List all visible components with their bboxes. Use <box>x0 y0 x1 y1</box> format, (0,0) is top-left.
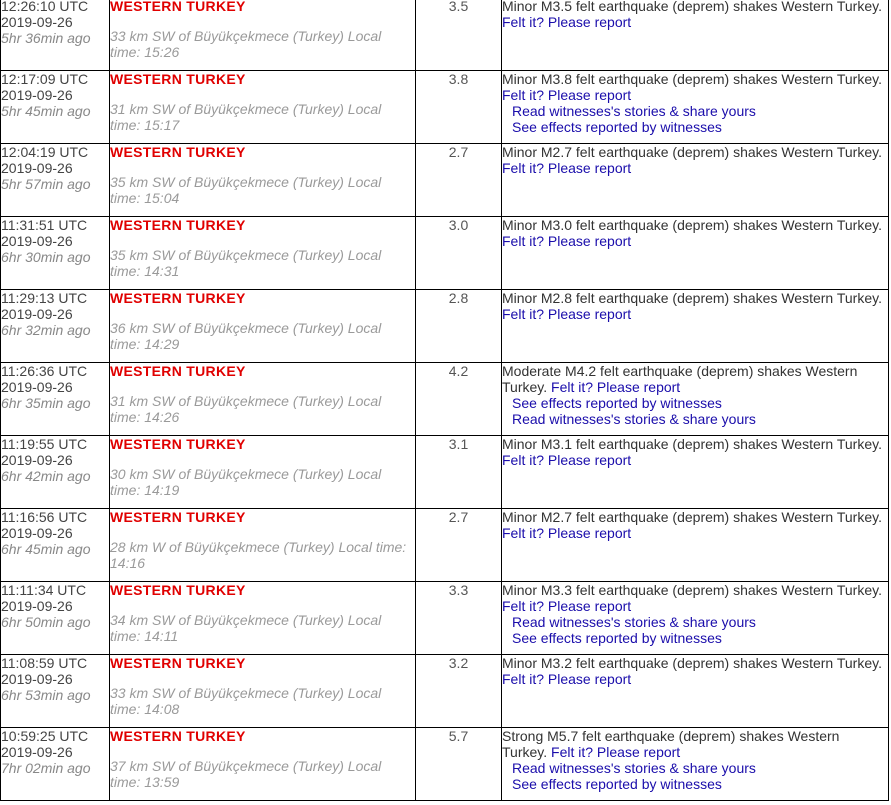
felt-it-link[interactable]: Felt it? Please report <box>502 452 632 468</box>
magnitude: 3.1 <box>416 436 502 509</box>
region-cell <box>110 582 416 655</box>
location-description: 34 km SW of Büyükçekmece (Turkey) Local time: 14:11 <box>110 612 382 644</box>
felt-it-link[interactable]: Felt it? Please report <box>502 87 632 103</box>
see-effects-link[interactable]: See effects reported by witnesses <box>512 119 722 135</box>
utc-time: 12:17:09 UTC <box>1 71 89 87</box>
time-cell <box>1 728 110 801</box>
region-name[interactable]: WESTERN TURKEY <box>110 728 246 744</box>
region-cell <box>110 290 416 363</box>
event-date: 2019-09-26 <box>1 598 73 614</box>
magnitude: 5.7 <box>416 728 502 801</box>
region-name[interactable]: WESTERN TURKEY <box>110 436 246 452</box>
table-row <box>1 71 889 144</box>
location-description: 36 km SW of Büyükçekmece (Turkey) Local time: 14:29 <box>110 320 382 352</box>
earthquake-table-body <box>1 0 889 801</box>
quake-description: Minor M3.3 felt earthquake (deprem) shakes Western Turkey. <box>502 582 882 598</box>
witness-links <box>502 760 888 792</box>
time-ago: 6hr 50min ago <box>1 614 91 630</box>
felt-it-link[interactable]: Felt it? Please report <box>502 598 632 614</box>
felt-it-link[interactable]: Felt it? Please report <box>502 233 632 249</box>
description-cell <box>502 0 889 71</box>
witness-links <box>502 614 888 646</box>
time-ago: 6hr 45min ago <box>1 541 91 557</box>
event-date: 2019-09-26 <box>1 306 73 322</box>
location-description: 37 km SW of Büyükçekmece (Turkey) Local time: 13:59 <box>110 758 382 790</box>
time-ago: 5hr 57min ago <box>1 176 91 192</box>
magnitude: 2.8 <box>416 290 502 363</box>
description-cell <box>502 71 889 144</box>
table-row <box>1 728 889 801</box>
time-cell <box>1 144 110 217</box>
quake-description: Minor M3.0 felt earthquake (deprem) shakes Western Turkey. <box>502 217 882 233</box>
event-date: 2019-09-26 <box>1 525 73 541</box>
utc-time: 11:16:56 UTC <box>1 509 88 525</box>
utc-time: 11:31:51 UTC <box>1 217 88 233</box>
event-date: 2019-09-26 <box>1 14 73 30</box>
see-effects-link[interactable]: See effects reported by witnesses <box>512 776 722 792</box>
felt-it-link[interactable]: Felt it? Please report <box>551 744 681 760</box>
utc-time: 12:26:10 UTC <box>1 0 89 14</box>
quake-description: Minor M3.2 felt earthquake (deprem) shakes Western Turkey. <box>502 655 882 671</box>
utc-time: 11:29:13 UTC <box>1 290 88 306</box>
time-ago: 5hr 36min ago <box>1 30 91 46</box>
felt-it-link[interactable]: Felt it? Please report <box>502 306 632 322</box>
region-name[interactable]: WESTERN TURKEY <box>110 655 246 671</box>
time-cell <box>1 290 110 363</box>
description-cell <box>502 144 889 217</box>
magnitude: 3.5 <box>416 0 502 71</box>
region-cell <box>110 144 416 217</box>
table-row <box>1 363 889 436</box>
time-ago: 6hr 53min ago <box>1 687 91 703</box>
time-ago: 6hr 35min ago <box>1 395 91 411</box>
description-cell <box>502 509 889 582</box>
utc-time: 11:11:34 UTC <box>1 582 87 598</box>
region-name[interactable]: WESTERN TURKEY <box>110 582 246 598</box>
region-name[interactable]: WESTERN TURKEY <box>110 363 246 379</box>
witness-links <box>502 395 888 427</box>
region-cell <box>110 509 416 582</box>
magnitude: 3.0 <box>416 217 502 290</box>
description-cell <box>502 290 889 363</box>
region-name[interactable]: WESTERN TURKEY <box>110 0 246 14</box>
time-cell <box>1 436 110 509</box>
description-cell <box>502 728 889 801</box>
read-stories-link[interactable]: Read witnesses's stories & share yours <box>512 760 756 776</box>
table-row <box>1 436 889 509</box>
time-cell <box>1 509 110 582</box>
time-ago: 6hr 30min ago <box>1 249 91 265</box>
see-effects-link[interactable]: See effects reported by witnesses <box>512 395 722 411</box>
table-row <box>1 509 889 582</box>
quake-description: Minor M2.7 felt earthquake (deprem) shakes Western Turkey. <box>502 144 882 160</box>
location-description: 35 km SW of Büyükçekmece (Turkey) Local time: 15:04 <box>110 174 382 206</box>
read-stories-link[interactable]: Read witnesses's stories & share yours <box>512 103 756 119</box>
region-cell <box>110 363 416 436</box>
time-cell <box>1 217 110 290</box>
quake-description: Minor M3.8 felt earthquake (deprem) shakes Western Turkey. <box>502 71 882 87</box>
description-cell <box>502 582 889 655</box>
time-cell <box>1 71 110 144</box>
utc-time: 11:19:55 UTC <box>1 436 88 452</box>
location-description: 31 km SW of Büyükçekmece (Turkey) Local time: 15:17 <box>110 101 382 133</box>
table-row <box>1 144 889 217</box>
magnitude: 3.8 <box>416 71 502 144</box>
time-ago: 6hr 42min ago <box>1 468 91 484</box>
event-date: 2019-09-26 <box>1 233 73 249</box>
description-cell <box>502 655 889 728</box>
event-date: 2019-09-26 <box>1 671 73 687</box>
magnitude: 2.7 <box>416 509 502 582</box>
event-date: 2019-09-26 <box>1 379 73 395</box>
magnitude: 3.3 <box>416 582 502 655</box>
location-description: 33 km SW of Büyükçekmece (Turkey) Local time: 14:08 <box>110 685 382 717</box>
utc-time: 11:08:59 UTC <box>1 655 88 671</box>
region-cell <box>110 217 416 290</box>
see-effects-link[interactable]: See effects reported by witnesses <box>512 630 722 646</box>
description-cell <box>502 363 889 436</box>
region-cell <box>110 728 416 801</box>
utc-time: 11:26:36 UTC <box>1 363 88 379</box>
felt-it-link[interactable]: Felt it? Please report <box>551 379 681 395</box>
felt-it-link[interactable]: Felt it? Please report <box>502 525 632 541</box>
location-description: 35 km SW of Büyükçekmece (Turkey) Local time: 14:31 <box>110 247 382 279</box>
event-date: 2019-09-26 <box>1 744 73 760</box>
quake-description: Minor M2.8 felt earthquake (deprem) shakes Western Turkey. <box>502 290 882 306</box>
felt-it-link[interactable]: Felt it? Please report <box>502 160 632 176</box>
quake-description: Minor M3.5 felt earthquake (deprem) shakes Western Turkey. <box>502 0 882 14</box>
region-cell <box>110 71 416 144</box>
time-cell <box>1 363 110 436</box>
utc-time: 12:04:19 UTC <box>1 144 89 160</box>
table-row <box>1 217 889 290</box>
time-cell <box>1 0 110 71</box>
event-date: 2019-09-26 <box>1 87 73 103</box>
quake-description: Moderate M4.2 felt earthquake (deprem) shakes Western Turkey. <box>502 363 858 395</box>
time-ago: 5hr 45min ago <box>1 103 91 119</box>
table-row <box>1 290 889 363</box>
magnitude: 3.2 <box>416 655 502 728</box>
utc-time: 10:59:25 UTC <box>1 728 89 744</box>
description-cell <box>502 217 889 290</box>
quake-description: Minor M2.7 felt earthquake (deprem) shakes Western Turkey. <box>502 509 882 525</box>
felt-it-link[interactable]: Felt it? Please report <box>502 14 632 30</box>
location-description: 33 km SW of Büyükçekmece (Turkey) Local time: 15:26 <box>110 28 382 60</box>
table-row <box>1 0 889 71</box>
table-row <box>1 655 889 728</box>
time-ago: 7hr 02min ago <box>1 760 91 776</box>
region-name[interactable]: WESTERN TURKEY <box>110 509 246 525</box>
location-description: 28 km W of Büyükçekmece (Turkey) Local time: 14:16 <box>110 539 407 571</box>
read-stories-link[interactable]: Read witnesses's stories & share yours <box>512 614 756 630</box>
witness-links <box>502 103 888 135</box>
magnitude: 4.2 <box>416 363 502 436</box>
table-row <box>1 582 889 655</box>
magnitude: 2.7 <box>416 144 502 217</box>
region-cell <box>110 655 416 728</box>
location-description: 31 km SW of Büyükçekmece (Turkey) Local time: 14:26 <box>110 393 382 425</box>
felt-it-link[interactable]: Felt it? Please report <box>502 671 632 687</box>
description-cell <box>502 436 889 509</box>
region-name[interactable]: WESTERN TURKEY <box>110 71 246 87</box>
time-cell <box>1 582 110 655</box>
read-stories-link[interactable]: Read witnesses's stories & share yours <box>512 411 756 427</box>
region-cell <box>110 0 416 71</box>
region-name[interactable]: WESTERN TURKEY <box>110 217 246 233</box>
quake-description: Minor M3.1 felt earthquake (deprem) shakes Western Turkey. <box>502 436 882 452</box>
region-cell <box>110 436 416 509</box>
location-description: 30 km SW of Büyükçekmece (Turkey) Local time: 14:19 <box>110 466 382 498</box>
quake-description: Strong M5.7 felt earthquake (deprem) shakes Western Turkey. <box>502 728 840 760</box>
region-name[interactable]: WESTERN TURKEY <box>110 144 246 160</box>
time-ago: 6hr 32min ago <box>1 322 91 338</box>
time-cell <box>1 655 110 728</box>
region-name[interactable]: WESTERN TURKEY <box>110 290 246 306</box>
event-date: 2019-09-26 <box>1 160 73 176</box>
event-date: 2019-09-26 <box>1 452 73 468</box>
